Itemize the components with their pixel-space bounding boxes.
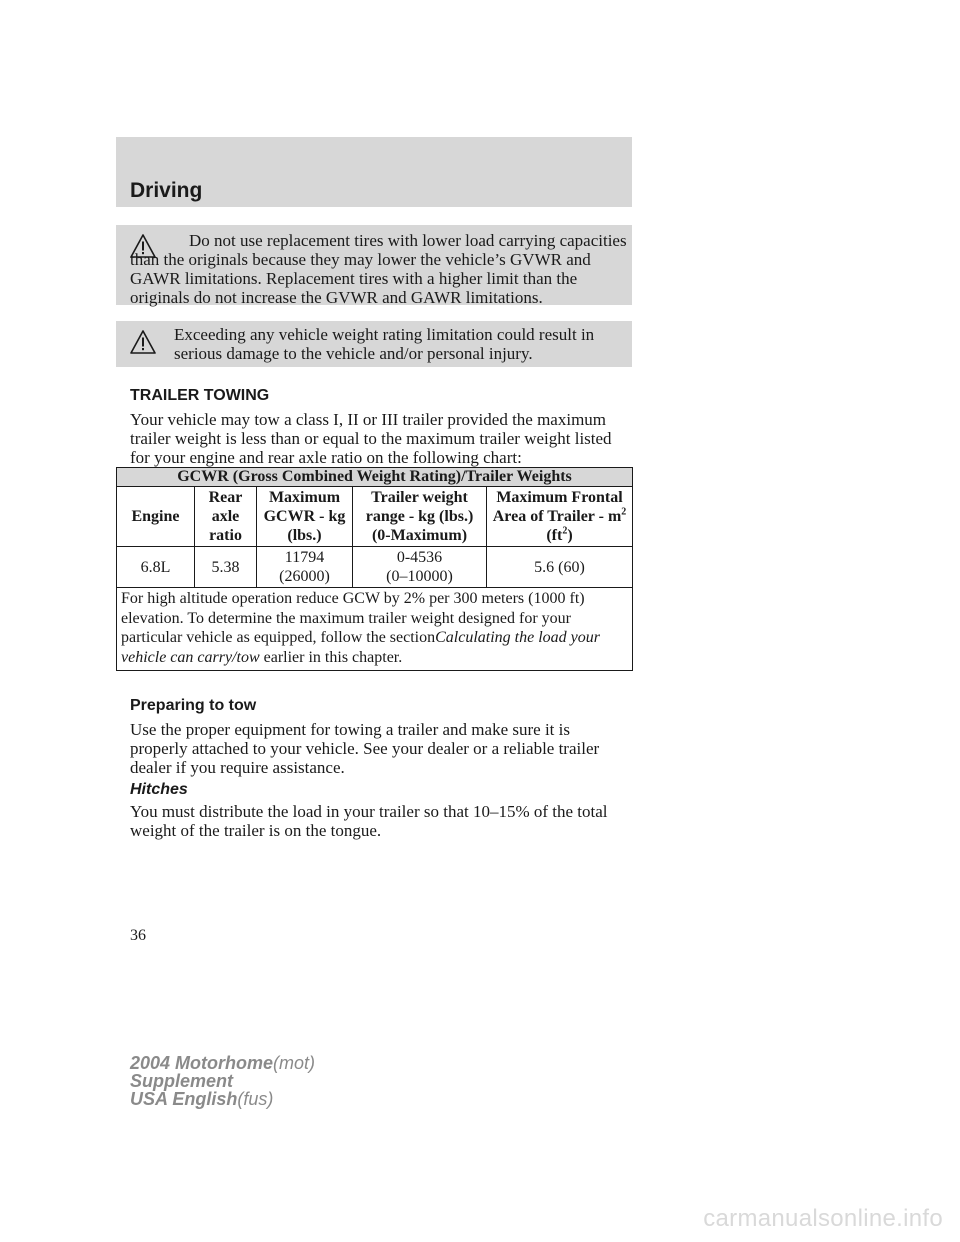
watermark: carmanualsonline.info xyxy=(703,1205,943,1232)
preparing-text: Use the proper equipment for towing a trailer and make sure it is properly attached to your vehicle. See your dealer or a reliable trailer dealer if you require assistance. xyxy=(130,720,600,777)
warning-box-tires xyxy=(116,225,632,305)
cell-gcwr: 11794 (26000) xyxy=(257,547,353,588)
cell-engine: 6.8L xyxy=(117,547,195,588)
column-header-engine: Engine xyxy=(117,487,195,547)
hitches-heading: Hitches xyxy=(130,781,188,798)
cell-ratio: 5.38 xyxy=(195,547,257,588)
trailer-towing-heading: TRAILER TOWING xyxy=(130,387,270,404)
preparing-heading: Preparing to tow xyxy=(130,697,257,714)
gcwr-table xyxy=(116,467,633,671)
cell-trailer-weight: 0-4536 (0–10000) xyxy=(353,547,487,588)
footer-language: USA English xyxy=(130,1089,238,1109)
hitches-text: You must distribute the load in your trailer so that 10–15% of the total weight of the trailer is on the tongue. xyxy=(130,802,608,840)
table-row xyxy=(117,547,633,588)
cell-frontal-area: 5.6 (60) xyxy=(487,547,633,588)
footer-language-code: (fus) xyxy=(237,1089,274,1109)
warning-triangle-icon xyxy=(130,330,156,354)
warning-text: Do not use replacement tires with lower load carrying capacities than the originals because they may lower the vehicle’s GVWR and GAWR limitations. Replacement tires with a higher limit than the originals do not increase the GVWR and GAWR limitations. xyxy=(130,231,627,307)
column-header-gcwr: Maximum GCWR - kg (lbs.) xyxy=(257,487,353,547)
column-header-frontal-area: Maximum Frontal Area of Trailer - $m^2$ $(ft^2)$ xyxy=(487,487,633,547)
table-note: For high altitude operation reduce GCW by 2% per 300 meters (1000 ft) elevation. To determine the maximum trailer weight designed for your particular vehicle as equipped, follow the sectionCalculating the load your vehicle can carry/tow earlier in this chapter. xyxy=(117,588,633,671)
footer-model-code: (mot) xyxy=(273,1053,316,1073)
footer-model: 2004 Motorhome xyxy=(130,1053,274,1073)
trailer-towing-intro: Your vehicle may tow a class I, II or III trailer provided the maximum trailer weight is less than or equal to the maximum trailer weight listed for your engine and rear axle ratio on the following chart: xyxy=(130,410,612,467)
table-header-row xyxy=(117,487,633,547)
footer-supplement: Supplement xyxy=(130,1071,234,1091)
footer xyxy=(130,1054,315,1108)
section-reference: Calculating the load your vehicle can carry/tow xyxy=(121,629,600,666)
column-header-trailer-weight: Trailer weight range - kg (lbs.) (0-Maximum) xyxy=(353,487,487,547)
warning-box-weight xyxy=(116,321,632,367)
section-header xyxy=(116,137,632,207)
table-caption: GCWR (Gross Combined Weight Rating)/Trailer Weights xyxy=(117,468,633,487)
column-header-ratio: Rear axle ratio xyxy=(195,487,257,547)
section-title: Driving xyxy=(130,179,203,202)
warning-text: Exceeding any vehicle weight rating limitation could result in serious damage to the vehicle and/or personal injury. xyxy=(174,325,595,363)
page-number: 36 xyxy=(130,927,146,944)
